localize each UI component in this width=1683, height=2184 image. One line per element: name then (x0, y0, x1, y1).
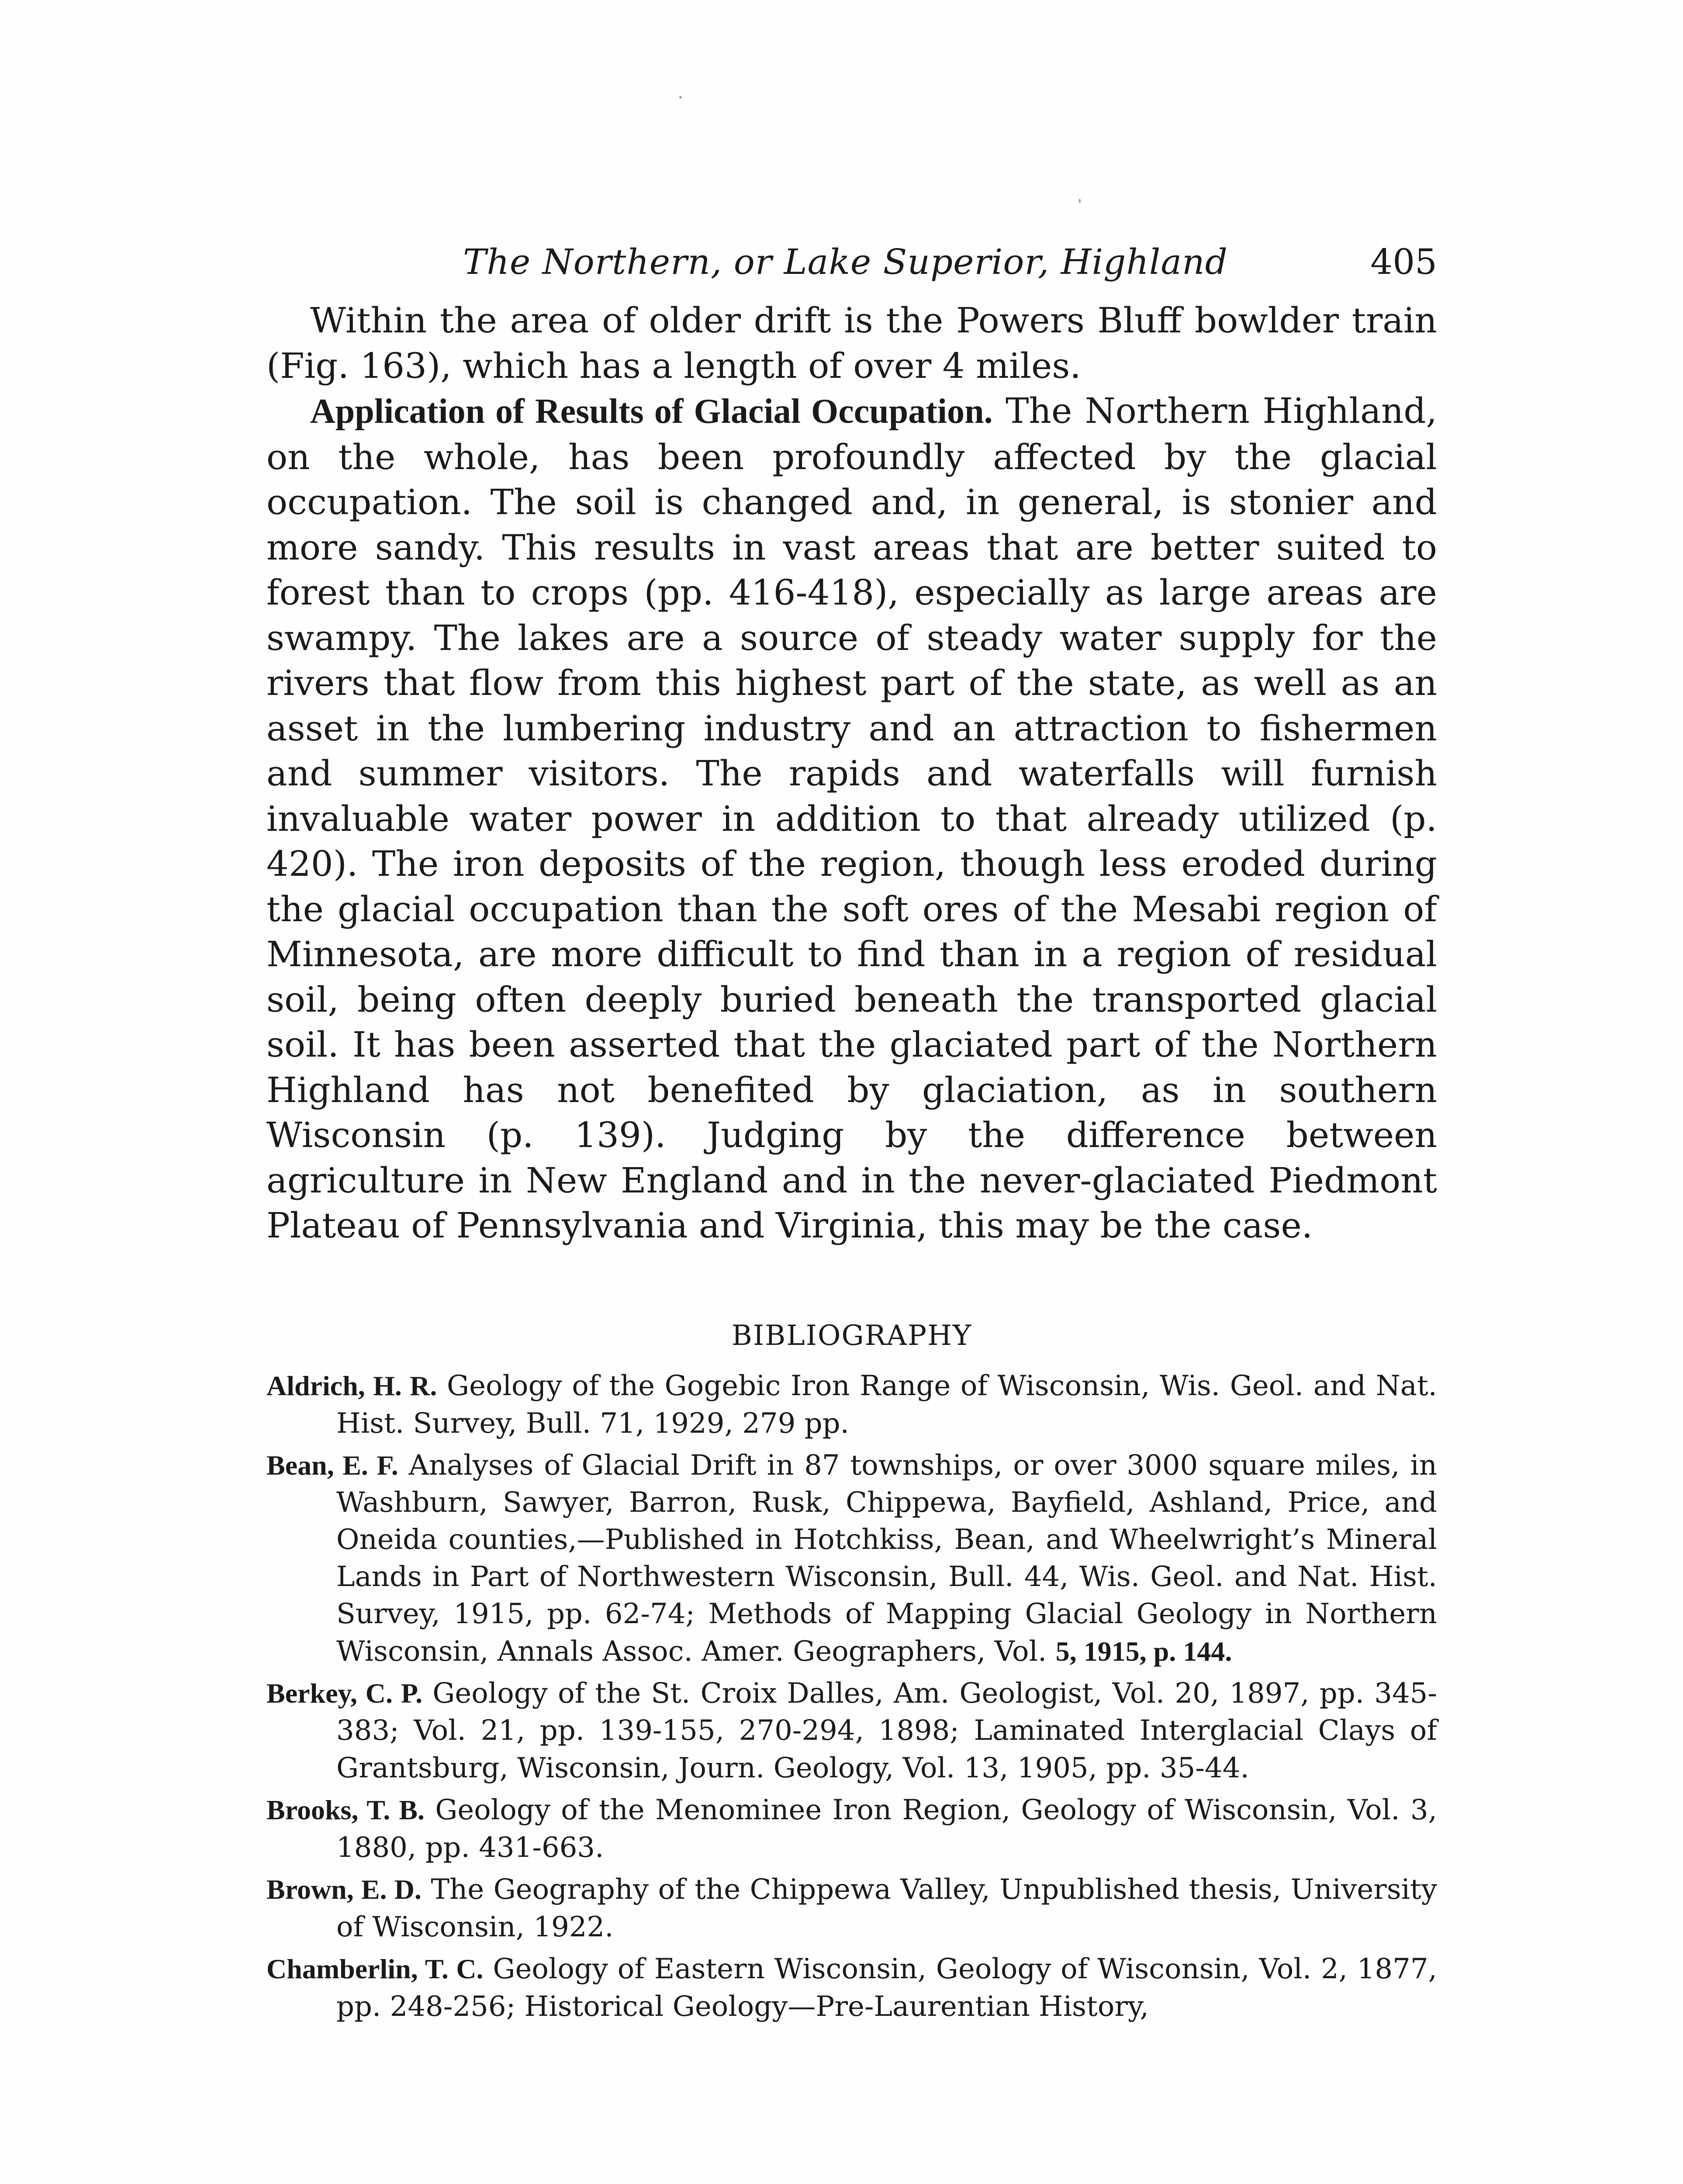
paragraph-text: Within the area of older drift is the Powers Bluff bowlder train (Fig. 163), which has a length of over 4 miles. (266, 300, 1437, 386)
entry-text: Geology of the Gogebic Iron Range of Wisconsin, Wis. Geol. and Nat. Hist. Survey, Bull. 71, 1929, 279 pp. (336, 1369, 1438, 1440)
entry-author: Brooks, T. B. (266, 1794, 425, 1825)
bibliography-entry (266, 1367, 1437, 1442)
page-number: 405 (1370, 242, 1437, 282)
bibliography-heading: BIBLIOGRAPHY (731, 1319, 972, 1352)
text-column (266, 236, 1437, 2030)
running-head (266, 236, 1437, 288)
bibliography-entry (266, 1791, 1437, 1866)
bibliography-entry (266, 1950, 1437, 2025)
scan-speck (679, 96, 682, 99)
entry-text: Geology of the St. Croix Dalles, Am. Geologist, Vol. 20, 1897, pp. 345-383; Vol. 21, pp. 139-155, 270-294, 1898; Laminated Interglacial Clays of Grantsburg, Wisconsin, Journ. Geology, Vol. 13, 1905, pp. 35-44. (336, 1677, 1438, 1784)
body-text (266, 298, 1437, 1248)
paragraph (266, 298, 1437, 388)
bibliography-entry (266, 1871, 1437, 1946)
section-heading: Application of Results of Glacial Occupation. (310, 392, 993, 431)
entry-author: Aldrich, H. R. (266, 1370, 437, 1401)
bibliography-entry (266, 1675, 1437, 1787)
paragraph-text: The Northern Highland, on the whole, has been profoundly affected by the glacial occupation. The soil is changed and, in general, is stonier and more sandy. This results in vast areas that are better suited to forest than to crops (pp. 416-418), especially as large areas are swampy. The lakes are a source of steady water supply for the rivers that flow from this highest part of the state, as well as an asset in the lumbering industry and an attraction to fishermen and summer visitors. The rapids and waterfalls will furnish invaluable water power in addition to that already utilized (p. 420). The iron deposits of the region, though less eroded during the glacial occupation than the soft ores of the Mesabi region of Minnesota, are more difficult to find than in a region of residual soil, being often deeply buried beneath the transported glacial soil. It has been asserted that the glaciated part of the Northern Highland has not benefited by glaciation, as in southern Wisconsin (p. 139). Judging by the difference between agriculture in New England and in the never-glaciated Piedmont Plateau of Pennsylvania and Virginia, this may be the case. (266, 390, 1437, 1246)
entry-author: Brown, E. D. (266, 1873, 422, 1905)
entry-author: Bean, E. F. (266, 1449, 398, 1481)
entry-text: Geology of Eastern Wisconsin, Geology of Wisconsin, Vol. 2, 1877, pp. 248-256; Historical Geology—Pre-Laurentian History, (336, 1952, 1437, 2023)
entry-text: Geology of the Menominee Iron Region, Geology of Wisconsin, Vol. 3, 1880, pp. 431-663. (336, 1794, 1438, 1864)
bibliography-entry (266, 1447, 1437, 1670)
paragraph (266, 388, 1437, 1248)
entry-text: Analyses of Glacial Drift in 87 townships, or over 3000 square miles, in Washburn, Sawyer, Barron, Rusk, Chippewa, Bayfield, Ashland, Price, and Oneida counties,—Published in Hotchkiss, Bean, and Wheelwright’s Mineral Lands in Part of Northwestern Wisconsin, Bull. 44, Wis. Geol. and Nat. Hist. Survey, 1915, pp. 62-74; Methods of Mapping Glacial Geology in Northern Wisconsin, Annals Assoc. Amer. Geographers, Vol. (336, 1449, 1438, 1668)
bibliography-list (266, 1367, 1437, 2025)
running-title: The Northern, or Lake Superior, Highland (463, 242, 1228, 282)
entry-author: Chamberlin, T. C. (266, 1953, 484, 1984)
entry-author: Berkey, C. P. (266, 1677, 423, 1709)
entry-text: The Geography of the Chippewa Valley, Unpublished thesis, University of Wisconsin, 1922. (336, 1873, 1438, 1943)
entry-bold-tail: 5, 1915, p. 144. (1055, 1635, 1232, 1667)
scan-speck (1079, 199, 1081, 203)
